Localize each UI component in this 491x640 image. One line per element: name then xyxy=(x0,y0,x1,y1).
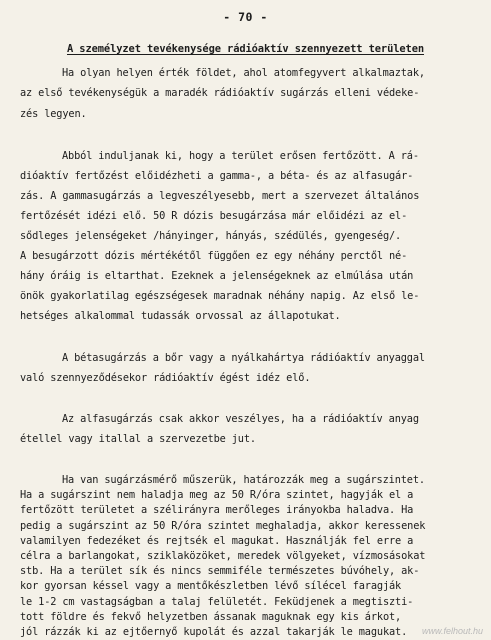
text-line: tott földre és fekvő helyzetben ássanak maguknak egy kis árkot, xyxy=(20,611,402,623)
text-line: hány óráig is eltarthat. Ezeknek a jelenségeknek az elmúlása után xyxy=(20,270,414,282)
text-line: A besugárzott dózis mértékétől függően ez egy néhány perctől né- xyxy=(20,250,408,262)
text-line: Ha a sugárszint nem haladja meg az 50 R/óra szintet, hagyják el a xyxy=(20,489,414,501)
page-number: - 70 - xyxy=(223,10,268,24)
text-line: zás. A gammasugárzás a legveszélyesebb, mert a szervezet általános xyxy=(20,190,420,202)
text-line: Ha olyan helyen érték földet, ahol atomfegyvert alkalmaztak, xyxy=(62,67,425,79)
text-line: hetséges alkalommal tudassák orvossal az állapotukat. xyxy=(20,310,341,322)
watermark: www.felhout.hu xyxy=(421,626,483,636)
text-line: sődleges jelenségeket /hányinger, hányás, szédülés, gyengeség/. xyxy=(20,230,402,242)
text-line: Ha van sugárzásmérő műszerük, határozzák meg a sugárszintet. xyxy=(62,474,425,486)
text-line: étellel vagy itallal a szervezetbe jut. xyxy=(20,433,256,445)
text-line: fertőzött területet a szélirányra merőleges irányokba haladva. Ha xyxy=(20,504,414,516)
text-line: jól rázzák ki az ejtőernyő kupolát és azzal takarják le magukat. xyxy=(20,626,408,638)
text-line: célra a barlangokat, sziklaközöket, meredek völgyeket, vízmosásokat xyxy=(20,550,426,562)
text-line: Az alfasugárzás csak akkor veszélyes, ha a rádióaktív anyag xyxy=(62,413,419,425)
text-line: stb. Ha a terület sík és nincs semmiféle természetes búvóhely, ak- xyxy=(20,565,420,577)
text-line: kor gyorsan késsel vagy a mentőkészletben lévő sílécel faragják xyxy=(20,580,402,592)
text-line: pedig a sugárszint az 50 R/óra szintet meghaladja, akkor keressenek xyxy=(20,520,426,532)
text-line: az első tevékenységük a maradék rádióaktív sugárzás elleni védeke- xyxy=(20,87,420,99)
text-line: zés legyen. xyxy=(20,108,87,120)
section-heading: A személyzet tevékenysége rádióaktív szennyezett területen xyxy=(66,43,425,55)
text-line: való szennyeződésekor rádióaktív égést idéz elő. xyxy=(20,372,311,384)
text-line: le 1-2 cm vastagságban a talaj felületét. Feküdjenek a megtiszti- xyxy=(20,596,414,608)
text-line: A bétasugárzás a bőr vagy a nyálkahártya rádióaktív anyaggal xyxy=(62,352,425,364)
text-line: fertőzését idézi elő. 50 R dózis besugárzása már előidézi az el- xyxy=(20,210,408,222)
text-line: önök gyakorlatilag egészségesek maradnak néhány napig. Az első le- xyxy=(20,290,420,302)
text-line: valamilyen fedezéket és rejtsék el magukat. Használják fel erre a xyxy=(20,535,414,547)
text-line: dióaktív fertőzést előidézheti a gamma-, a béta- és az alfasugár- xyxy=(20,170,414,182)
text-line: Abból induljanak ki, hogy a terület erősen fertőzött. A rá- xyxy=(62,150,419,162)
